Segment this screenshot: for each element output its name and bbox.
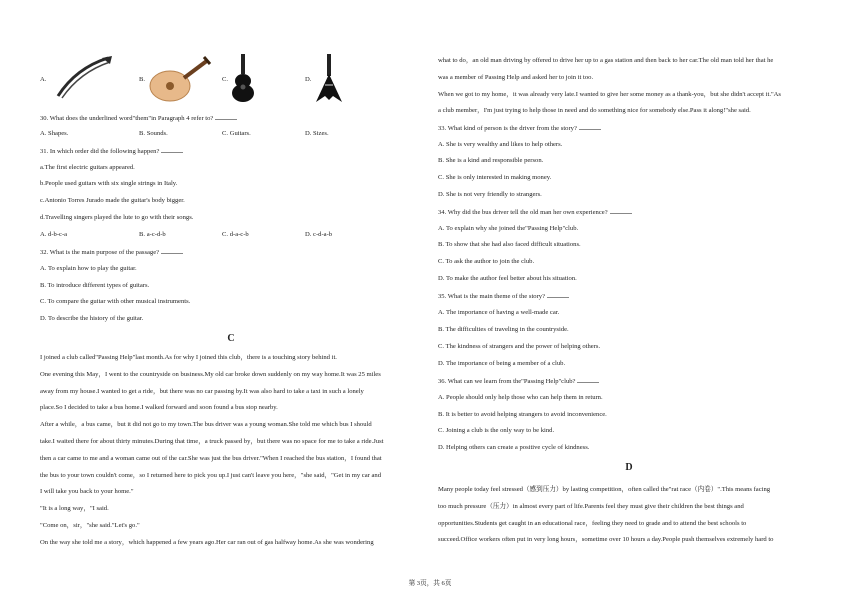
passage-c-line: was a member of Passing Help and asked her to join it too.: [438, 73, 594, 81]
option-c: C. Joining a club is the only way to be kind.: [438, 427, 555, 434]
passage-c-line: take.I waited there for about thirty minutes.During that time，a truck passed by，but there was no space for me to take a ride.Just: [40, 438, 384, 445]
event-d: d.Travelling singers played the lute to go with their songs.: [40, 214, 194, 221]
image-options-row: [40, 54, 422, 106]
option-d: D. To describe the history of the guitar.: [40, 315, 144, 322]
option-a: A. People should only help those who can help them in return.: [438, 394, 603, 401]
option-b: B. It is better to avoid helping strangers to avoid inconvenience.: [438, 411, 607, 418]
passage-c-line: After a while，a bus came，but it did not go to my town.The bus driver was a young woman.She told me which bus I should: [40, 421, 372, 429]
question-34: 34. Why did the bus driver tell the old man her own experience?: [438, 208, 632, 217]
question-30: 30. What does the underlined word"them"in Paragraph 4 refer to?: [40, 114, 237, 123]
event-b: b.People used guitars with six single strings in Italy.: [40, 180, 178, 187]
option-a: A. She is very wealthy and likes to help others.: [438, 141, 563, 148]
image-option-d-label: D.: [305, 76, 312, 83]
passage-c-line: I joined a club called"Passing Help"last month.As for why I joined this club，there is a touching story behind it.: [40, 354, 337, 361]
answer-blank: [610, 208, 632, 214]
section-heading-c: C: [227, 333, 235, 344]
page-number-footer: 第 3页，共 6页: [408, 580, 452, 587]
question-35: 35. What is the main theme of the story?: [438, 292, 569, 301]
option-c: C. Guitars.: [222, 130, 251, 137]
option-b: B. a-c-d-b: [139, 231, 166, 238]
event-c: c.Antonio Torres Jurado made the guitar's body bigger.: [40, 197, 185, 204]
passage-d-line: succeed.Office workers often put in very long hours，sometime over 10 hours a day.People push themselves extremely hard to: [438, 536, 774, 544]
answer-blank: [215, 114, 237, 120]
passage-c-line: "It is a long way，"I said.: [40, 505, 109, 513]
option-a: A. Shapes.: [40, 130, 69, 137]
image-option-c-label: C.: [222, 76, 229, 83]
answer-blank: [161, 248, 183, 254]
option-c: C. To compare the guitar with other musical instruments.: [40, 298, 191, 305]
strap-icon: [54, 54, 114, 102]
image-option-b-label: B.: [139, 76, 146, 83]
answer-blank: [577, 377, 599, 383]
option-c: C. To ask the author to join the club.: [438, 258, 535, 265]
passage-c-line: the bus to your town couldn't come，so I returned here to pick you up.I just can't leave you here，"she said，"Get in my car and: [40, 471, 382, 479]
option-d: D. c-d-a-b: [305, 231, 333, 238]
passage-c-line: place.So I decided to take a bus home.I walked forward and soon found a bus stop nearby.: [40, 404, 278, 412]
acoustic-guitar-icon: [228, 54, 258, 104]
option-c: C. The kindness of strangers and the power of helping others.: [438, 343, 601, 350]
answer-blank: [579, 124, 601, 130]
option-a: A. To explain how to play the guitar.: [40, 265, 137, 272]
option-d: D. Sizes.: [305, 130, 329, 137]
passage-c-line: I will take you back to your home.": [40, 488, 134, 496]
passage-d-line: too much pressure（压力）in almost every part of life.Parents feel they must give their children the best things and: [438, 502, 744, 510]
question-30-options: [40, 130, 422, 138]
passage-c-line: "Come on，sir，"she said."Let's go.": [40, 522, 140, 529]
option-a: A. The importance of having a well-made car.: [438, 309, 560, 316]
option-b: B. To introduce different types of guitars.: [40, 282, 150, 289]
passage-d-line: Many people today feel stressed（感到压力）by lasting competition，often called the"rat race（内卷）".This means facing: [438, 486, 771, 493]
question-31: 31. In which order did the following happen?: [40, 147, 183, 156]
electric-guitar-icon: [314, 54, 344, 104]
option-b: B. Sounds.: [139, 130, 168, 137]
passage-c-line: On the way she told me a story，which happened a few years ago.Her car ran out of gas halfway home.As she was wondering: [40, 538, 374, 546]
question-32: 32. What is the main purpose of the passage?: [40, 248, 183, 257]
image-option-a-label: A.: [40, 76, 47, 83]
option-d: D. To make the author feel better about his situation.: [438, 275, 577, 282]
lute-icon: [148, 54, 212, 104]
section-heading-d: D: [625, 462, 633, 473]
passage-c-line: away from my house.I wanted to get a ride，but there was no car passing by.It was also hard to take a taxi in such a lonely: [40, 387, 364, 395]
option-a: A. To explain why she joined the"Passing Help"club.: [438, 225, 579, 232]
option-b: B. To show that she had also faced difficult situations.: [438, 241, 581, 248]
question-31-options: [40, 231, 422, 239]
event-a: a.The first electric guitars appeared.: [40, 164, 135, 171]
option-b: B. The difficulties of traveling in the countryside.: [438, 326, 569, 333]
question-36: 36. What can we learn from the"Passing Help"club?: [438, 377, 599, 386]
option-c: C. She is only interested in making money.: [438, 174, 552, 181]
passage-d-line: opportunities.Students get caught in an educational race，feeling they need to grade and to attend the best schools to: [438, 519, 747, 527]
option-d: D. Helping others can create a positive cycle of kindness.: [438, 444, 590, 451]
passage-c-line: One evening this May，I went to the countryside on business.My old car broke down suddenly on my way home.It was 25 miles: [40, 370, 381, 378]
option-c: C. d-a-c-b: [222, 231, 249, 238]
passage-c-line: When we got to my home，it was already very late.I wanted to give her some money as a thank-you，but she didn't accept it."As: [438, 90, 781, 98]
option-a: A. d-b-c-a: [40, 231, 68, 238]
option-d: D. The importance of being a member of a club.: [438, 360, 566, 367]
passage-c-line: what to do，an old man driving by offered to drive her up to a gas station and then back to her car.The old man told her that he: [438, 57, 774, 64]
question-33: 33. What kind of person is the driver from the story?: [438, 124, 601, 133]
passage-c-line: a club member，I'm just trying to help those in need and do something nice for somebody else.Pass it along!"she said.: [438, 107, 751, 115]
option-b: B. She is a kind and responsible person.: [438, 157, 544, 164]
option-d: D. She is not very friendly to strangers.: [438, 191, 542, 198]
answer-blank: [161, 147, 183, 153]
passage-c-line: then a car came to me and a woman came out of the car.She was just the bus driver."When I reached the bus station，I found that: [40, 454, 382, 462]
answer-blank: [547, 292, 569, 298]
